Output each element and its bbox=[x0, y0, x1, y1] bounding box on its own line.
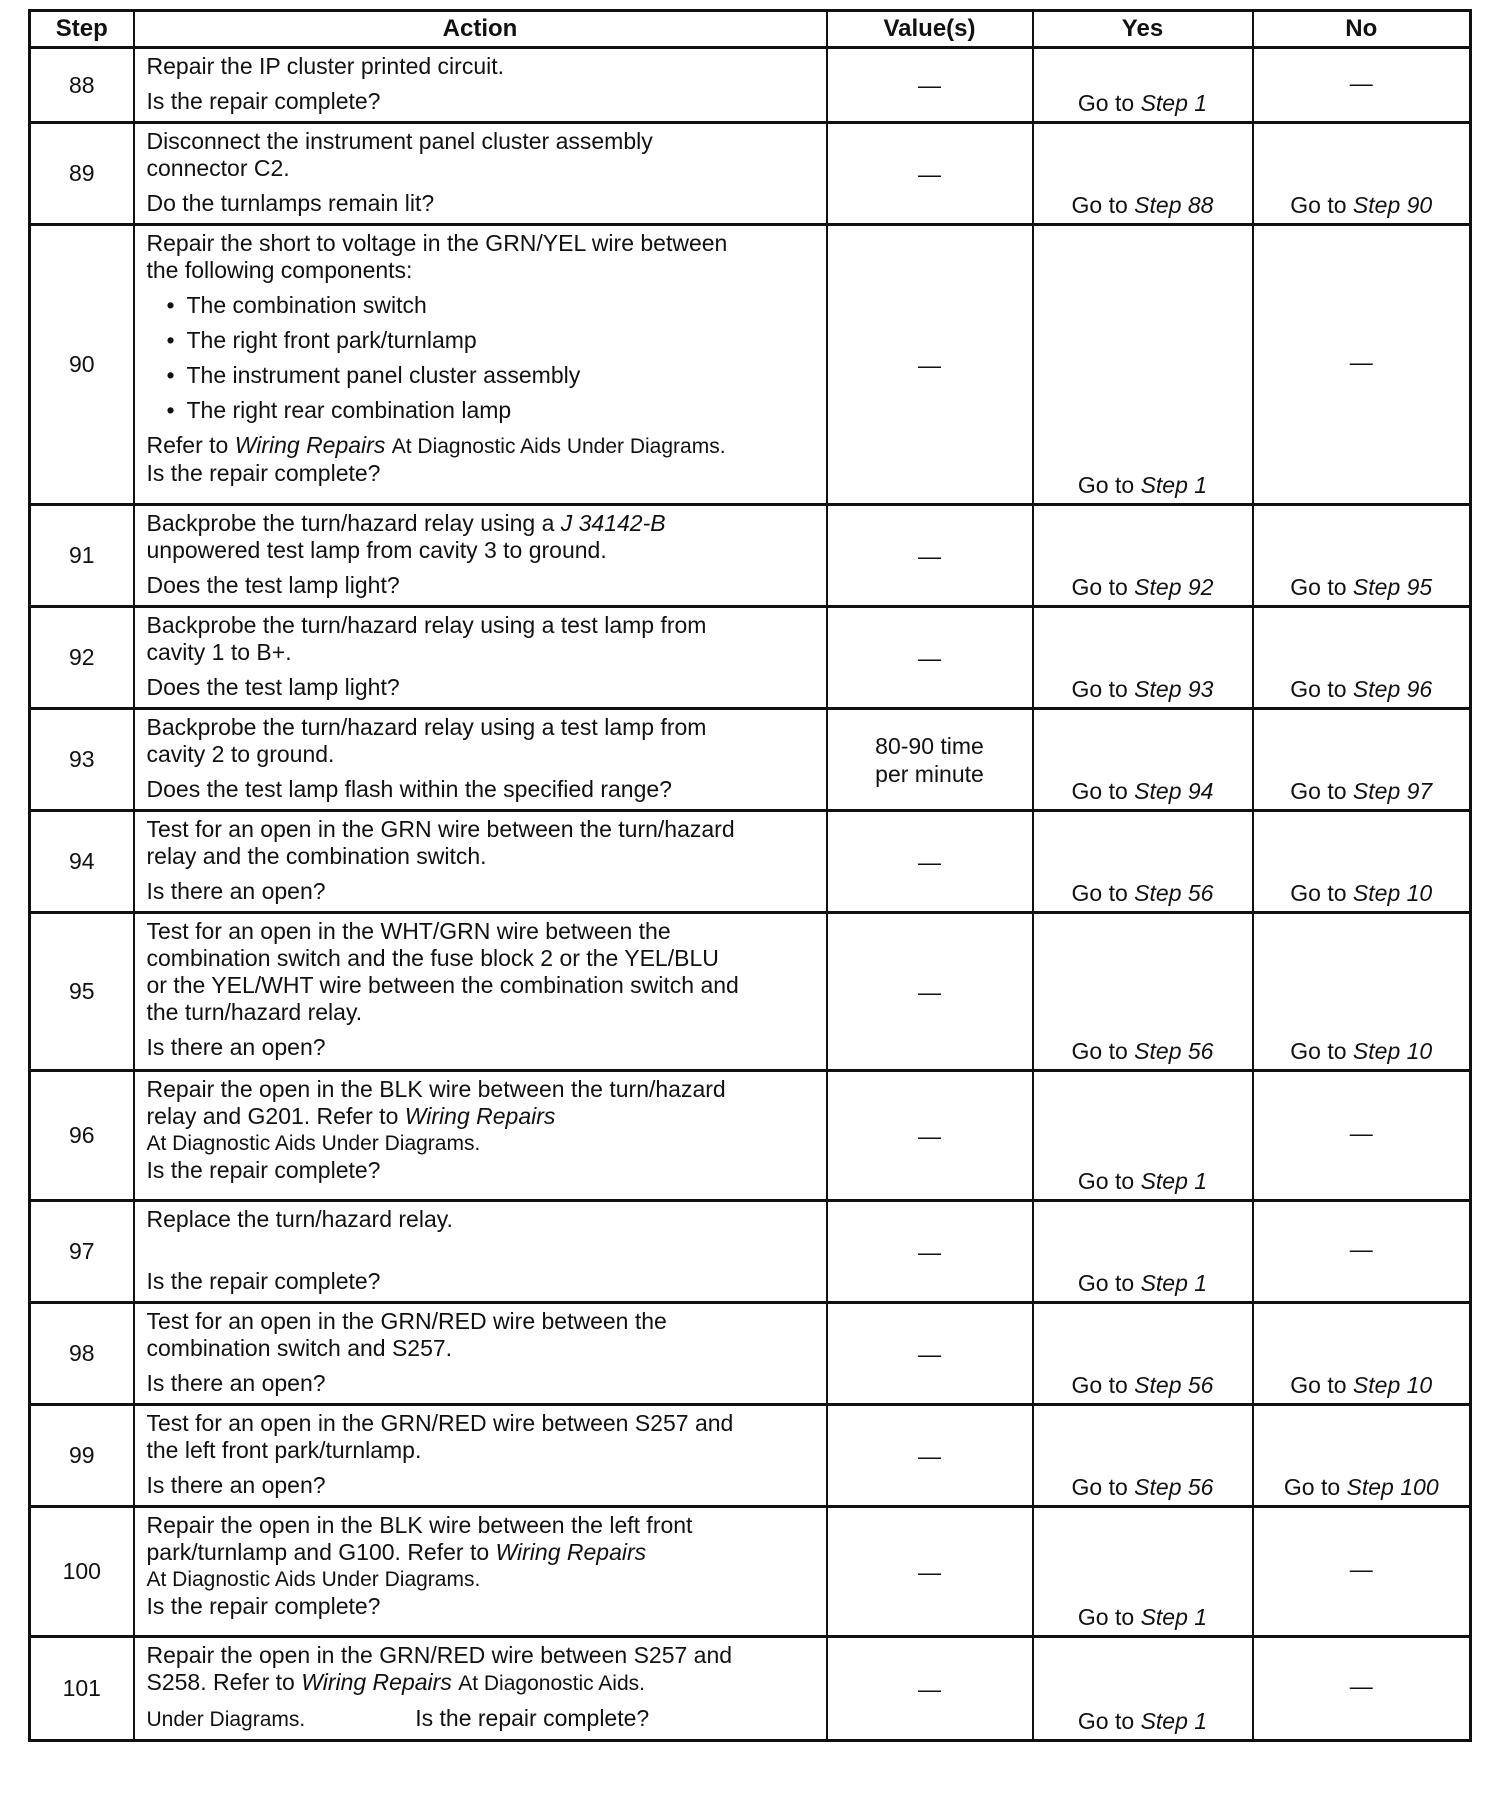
step-number: 89 bbox=[30, 123, 134, 225]
action-line: cavity 1 to B+. bbox=[146, 639, 292, 665]
step-number: 90 bbox=[30, 225, 134, 505]
action-question: Does the test lamp light? bbox=[146, 572, 400, 598]
table-row bbox=[30, 607, 1471, 709]
header-values: Value(s) bbox=[827, 11, 1033, 48]
go-to-text: Go to bbox=[1077, 1168, 1135, 1194]
yes-step-ref: Step 1 bbox=[1140, 1270, 1208, 1296]
action-line: combination switch and the fuse block 2 or the YEL/BLU bbox=[146, 945, 719, 971]
step-number: 88 bbox=[30, 48, 134, 123]
action-question: Does the test lamp flash within the specified range? bbox=[146, 776, 672, 802]
action-line: unpowered test lamp from cavity 3 to ground. bbox=[146, 537, 607, 563]
value-line: per minute bbox=[875, 760, 984, 787]
action-line bbox=[147, 1103, 816, 1130]
action-cell bbox=[134, 913, 827, 1071]
yes-step-ref: Step 92 bbox=[1134, 574, 1214, 600]
action-line: the following components: bbox=[146, 257, 413, 283]
table-row bbox=[30, 913, 1471, 1071]
no-cell bbox=[1253, 811, 1471, 913]
step-number: 100 bbox=[30, 1507, 134, 1637]
yes-cell bbox=[1033, 123, 1253, 225]
table-row bbox=[30, 505, 1471, 607]
action-line: At Diagnostic Aids Under Diagrams. bbox=[146, 1132, 481, 1155]
action-question: Does the test lamp light? bbox=[146, 674, 400, 700]
yes-cell bbox=[1033, 225, 1253, 505]
bullet-item: • The combination switch bbox=[147, 292, 816, 319]
no-cell: — bbox=[1253, 1201, 1471, 1303]
diagnostic-table bbox=[28, 9, 1472, 1742]
action-cell bbox=[134, 1507, 827, 1637]
no-cell bbox=[1253, 709, 1471, 811]
action-cell bbox=[134, 709, 827, 811]
yes-cell bbox=[1033, 505, 1253, 607]
step-number: 101 bbox=[30, 1637, 134, 1741]
header-no: No bbox=[1253, 11, 1471, 48]
action-line: Repair the short to voltage in the GRN/YEL wire between bbox=[146, 230, 728, 256]
action-line: connector C2. bbox=[146, 155, 290, 181]
action-cell bbox=[134, 811, 827, 913]
bullet-item: • The right rear combination lamp bbox=[147, 397, 816, 424]
go-to-text: Go to bbox=[1290, 778, 1347, 804]
table-row bbox=[30, 1201, 1471, 1303]
action-question: Is the repair complete? bbox=[146, 1593, 381, 1619]
yes-cell bbox=[1033, 1201, 1253, 1303]
header-action: Action bbox=[134, 11, 827, 48]
go-to-text: Go to bbox=[1071, 1474, 1128, 1500]
table-row bbox=[30, 1071, 1471, 1201]
table-row bbox=[30, 48, 1471, 123]
value-cell: — bbox=[827, 505, 1033, 607]
step-number: 96 bbox=[30, 1071, 134, 1201]
wiring-repairs-ref: Wiring Repairs bbox=[404, 1103, 556, 1129]
yes-cell bbox=[1033, 1637, 1253, 1741]
no-step-ref: Step 100 bbox=[1346, 1474, 1439, 1500]
go-to-text: Go to bbox=[1290, 192, 1347, 218]
go-to-text: Go to bbox=[1077, 1270, 1135, 1296]
action-line: relay and the combination switch. bbox=[146, 843, 487, 869]
action-cell bbox=[134, 48, 827, 123]
no-step-ref: Step 95 bbox=[1352, 574, 1433, 600]
no-step-ref: Step 10 bbox=[1352, 1038, 1433, 1064]
no-cell: — bbox=[1253, 1637, 1471, 1741]
action-line: Test for an open in the GRN/RED wire between S257 and bbox=[146, 1410, 734, 1436]
yes-step-ref: Step 1 bbox=[1140, 472, 1208, 498]
value-cell: — bbox=[827, 913, 1033, 1071]
no-step-ref: Step 96 bbox=[1352, 676, 1433, 702]
value-cell bbox=[827, 709, 1033, 811]
tool-ref: J 34142-B bbox=[560, 510, 666, 536]
no-cell: — bbox=[1253, 48, 1471, 123]
yes-cell bbox=[1033, 913, 1253, 1071]
refer-prefix: Refer to bbox=[146, 432, 229, 458]
value-cell: — bbox=[827, 607, 1033, 709]
no-cell bbox=[1253, 123, 1471, 225]
refer-suffix: At Diagnostic Aids Under Diagrams. bbox=[391, 435, 726, 458]
table-row bbox=[30, 1405, 1471, 1507]
action-line: At Diagnostic Aids Under Diagrams. bbox=[146, 1568, 481, 1591]
value-cell: — bbox=[827, 1507, 1033, 1637]
step-number: 92 bbox=[30, 607, 134, 709]
no-cell: — bbox=[1253, 225, 1471, 505]
yes-step-ref: Step 56 bbox=[1134, 1372, 1214, 1398]
step-number: 93 bbox=[30, 709, 134, 811]
go-to-text: Go to bbox=[1290, 1372, 1347, 1398]
yes-cell bbox=[1033, 1507, 1253, 1637]
table-row bbox=[30, 225, 1471, 505]
action-line-part: Under Diagrams. bbox=[146, 1708, 306, 1731]
yes-step-ref: Step 56 bbox=[1134, 1038, 1214, 1064]
value-cell: — bbox=[827, 1071, 1033, 1201]
yes-step-ref: Step 1 bbox=[1140, 1604, 1208, 1630]
action-line: Repair the open in the BLK wire between the turn/hazard bbox=[146, 1076, 726, 1102]
action-line: Repair the open in the GRN/RED wire between S257 and bbox=[146, 1642, 733, 1668]
header-row bbox=[30, 11, 1471, 48]
value-line: 80-90 time bbox=[875, 732, 984, 759]
action-line: the turn/hazard relay. bbox=[146, 999, 363, 1025]
go-to-text: Go to bbox=[1071, 574, 1128, 600]
action-line: Backprobe the turn/hazard relay using a test lamp from bbox=[146, 714, 707, 740]
yes-cell bbox=[1033, 607, 1253, 709]
value-cell: — bbox=[827, 1201, 1033, 1303]
value-cell: — bbox=[827, 123, 1033, 225]
value-cell: — bbox=[827, 1405, 1033, 1507]
action-question: Is there an open? bbox=[146, 1370, 326, 1396]
yes-step-ref: Step 56 bbox=[1134, 1474, 1214, 1500]
action-cell bbox=[134, 1071, 827, 1201]
step-number: 95 bbox=[30, 913, 134, 1071]
action-question: Is there an open? bbox=[146, 1472, 326, 1498]
no-step-ref: Step 10 bbox=[1352, 880, 1433, 906]
table-row bbox=[30, 1303, 1471, 1405]
action-line bbox=[147, 1539, 816, 1566]
no-cell bbox=[1253, 1405, 1471, 1507]
action-question: Is the repair complete? bbox=[415, 1705, 650, 1731]
go-to-text: Go to bbox=[1071, 1038, 1128, 1064]
go-to-text: Go to bbox=[1071, 676, 1128, 702]
action-question: Is the repair complete? bbox=[146, 460, 381, 486]
action-line-prefix: relay and G201. Refer to bbox=[146, 1103, 399, 1129]
action-line bbox=[147, 510, 816, 537]
action-line: combination switch and S257. bbox=[146, 1335, 453, 1361]
step-number: 99 bbox=[30, 1405, 134, 1507]
action-line: Replace the turn/hazard relay. bbox=[146, 1206, 453, 1232]
wiring-repairs-ref: Wiring Repairs bbox=[495, 1539, 647, 1565]
action-line: Backprobe the turn/hazard relay using a test lamp from bbox=[146, 612, 707, 638]
action-question: Is the repair complete? bbox=[146, 1268, 381, 1294]
table-row bbox=[30, 811, 1471, 913]
yes-cell bbox=[1033, 1071, 1253, 1201]
go-to-text: Go to bbox=[1071, 778, 1128, 804]
go-to-text: Go to bbox=[1077, 1604, 1135, 1630]
action-question: Is there an open? bbox=[146, 878, 326, 904]
table-row bbox=[30, 1507, 1471, 1637]
header-yes: Yes bbox=[1033, 11, 1253, 48]
action-question: Is the repair complete? bbox=[146, 88, 381, 114]
go-to-text: Go to bbox=[1077, 472, 1135, 498]
go-to-text: Go to bbox=[1077, 1708, 1135, 1734]
go-to-text: Go to bbox=[1290, 676, 1347, 702]
action-line: Disconnect the instrument panel cluster assembly bbox=[146, 128, 653, 154]
bullet-item: • The instrument panel cluster assembly bbox=[147, 362, 816, 389]
go-to-text: Go to bbox=[1290, 574, 1347, 600]
action-cell bbox=[134, 1303, 827, 1405]
wiring-repairs-ref: Wiring Repairs bbox=[234, 432, 386, 458]
action-cell bbox=[134, 1201, 827, 1303]
yes-step-ref: Step 94 bbox=[1134, 778, 1214, 804]
no-cell bbox=[1253, 913, 1471, 1071]
action-line-prefix: S258. Refer to bbox=[146, 1669, 295, 1695]
action-cell bbox=[134, 1637, 827, 1741]
action-line: Test for an open in the GRN wire between the turn/hazard bbox=[146, 816, 735, 842]
action-question: Do the turnlamps remain lit? bbox=[146, 190, 435, 216]
yes-step-ref: Step 1 bbox=[1140, 1168, 1208, 1194]
action-line: Repair the IP cluster printed circuit. bbox=[146, 53, 505, 79]
table-row bbox=[30, 1637, 1471, 1741]
step-number: 98 bbox=[30, 1303, 134, 1405]
action-line: Repair the open in the BLK wire between the left front bbox=[146, 1512, 693, 1538]
yes-step-ref: Step 1 bbox=[1140, 90, 1208, 116]
go-to-text: Go to bbox=[1283, 1474, 1341, 1500]
yes-step-ref: Step 56 bbox=[1134, 880, 1214, 906]
step-number: 91 bbox=[30, 505, 134, 607]
value-cell: — bbox=[827, 225, 1033, 505]
action-question: Is the repair complete? bbox=[146, 1157, 381, 1183]
action-cell bbox=[134, 505, 827, 607]
action-line: or the YEL/WHT wire between the combination switch and bbox=[146, 972, 739, 998]
wiring-repairs-ref: Wiring Repairs bbox=[301, 1669, 452, 1695]
table-row bbox=[30, 123, 1471, 225]
action-line: Test for an open in the GRN/RED wire between the bbox=[146, 1308, 667, 1334]
yes-cell bbox=[1033, 811, 1253, 913]
yes-step-ref: Step 93 bbox=[1134, 676, 1214, 702]
yes-cell bbox=[1033, 709, 1253, 811]
action-line: Test for an open in the WHT/GRN wire between the bbox=[146, 918, 671, 944]
action-line bbox=[147, 1669, 816, 1697]
action-cell bbox=[134, 607, 827, 709]
yes-cell bbox=[1033, 1303, 1253, 1405]
action-line bbox=[147, 1705, 816, 1733]
no-cell bbox=[1253, 1303, 1471, 1405]
yes-cell bbox=[1033, 1405, 1253, 1507]
action-line: the left front park/turnlamp. bbox=[146, 1437, 422, 1463]
go-to-text: Go to bbox=[1071, 1372, 1128, 1398]
go-to-text: Go to bbox=[1071, 192, 1128, 218]
go-to-text: Go to bbox=[1077, 90, 1135, 116]
no-step-ref: Step 10 bbox=[1352, 1372, 1433, 1398]
action-line: cavity 2 to ground. bbox=[146, 741, 335, 767]
action-cell bbox=[134, 123, 827, 225]
action-line-suffix: At Diagonostic Aids. bbox=[458, 1672, 645, 1695]
go-to-text: Go to bbox=[1290, 880, 1347, 906]
no-step-ref: Step 90 bbox=[1352, 192, 1433, 218]
action-cell bbox=[134, 225, 827, 505]
bullet-item: • The right front park/turnlamp bbox=[147, 327, 816, 354]
step-number: 94 bbox=[30, 811, 134, 913]
yes-step-ref: Step 1 bbox=[1140, 1708, 1208, 1734]
action-question: Is there an open? bbox=[146, 1034, 326, 1060]
value-cell: — bbox=[827, 1303, 1033, 1405]
action-cell bbox=[134, 1405, 827, 1507]
header-step: Step bbox=[30, 11, 134, 48]
no-cell: — bbox=[1253, 1507, 1471, 1637]
refer-line bbox=[147, 432, 816, 460]
action-line-prefix: Backprobe the turn/hazard relay using a bbox=[146, 510, 555, 536]
table-row bbox=[30, 709, 1471, 811]
yes-cell bbox=[1033, 48, 1253, 123]
no-cell bbox=[1253, 505, 1471, 607]
no-cell: — bbox=[1253, 1071, 1471, 1201]
step-number: 97 bbox=[30, 1201, 134, 1303]
value-cell: — bbox=[827, 811, 1033, 913]
yes-step-ref: Step 88 bbox=[1134, 192, 1214, 218]
action-line-prefix: park/turnlamp and G100. Refer to bbox=[146, 1539, 490, 1565]
value-cell: — bbox=[827, 48, 1033, 123]
value-cell: — bbox=[827, 1637, 1033, 1741]
no-cell bbox=[1253, 607, 1471, 709]
no-step-ref: Step 97 bbox=[1352, 778, 1433, 804]
go-to-text: Go to bbox=[1290, 1038, 1347, 1064]
go-to-text: Go to bbox=[1071, 880, 1128, 906]
